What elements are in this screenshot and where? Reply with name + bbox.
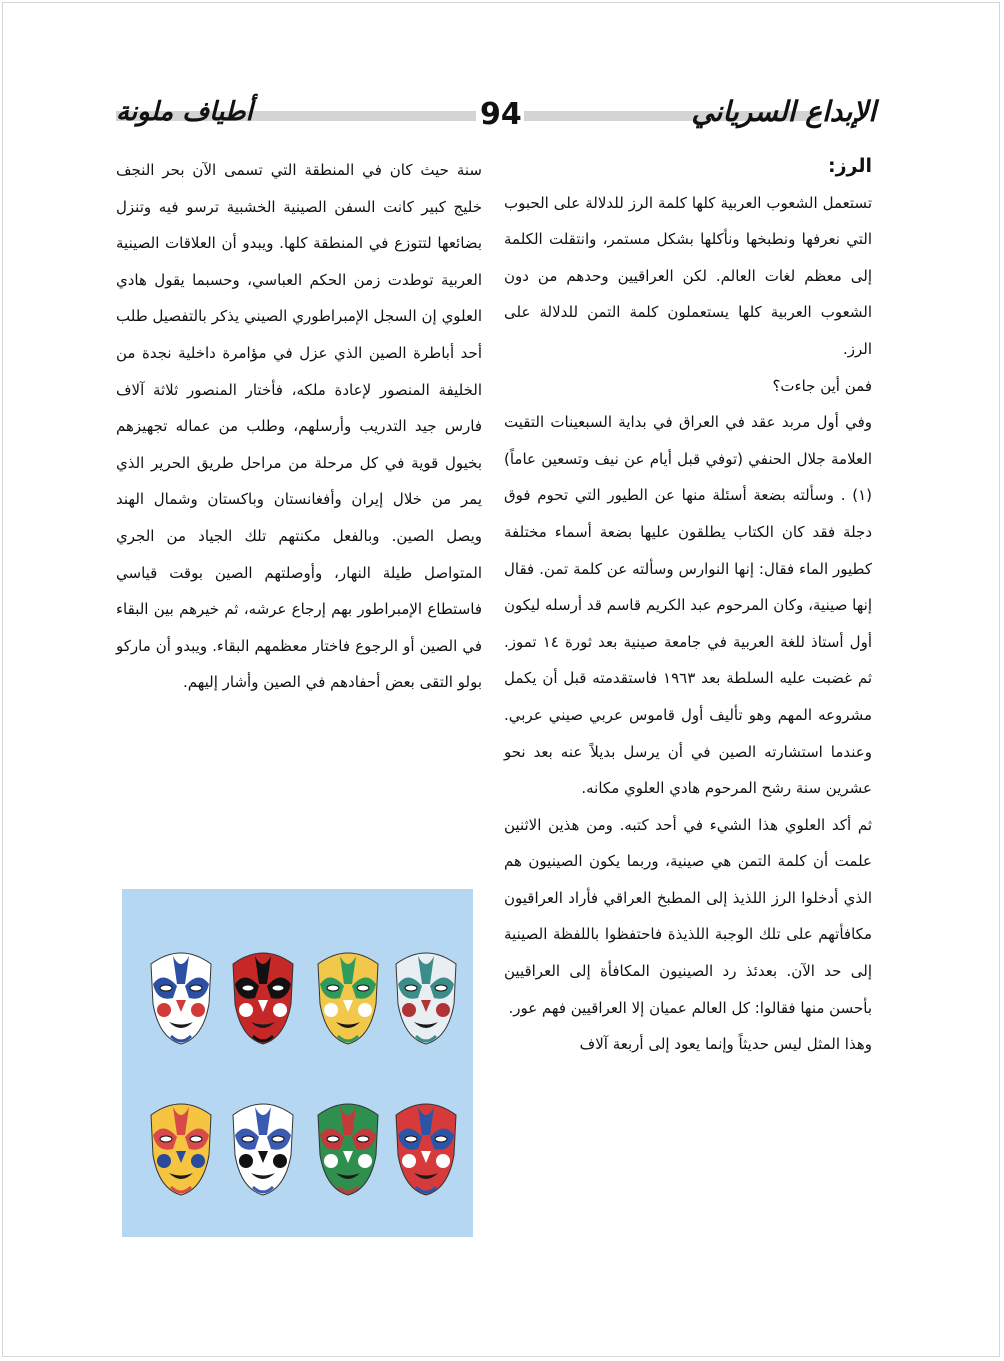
opera-mask-icon <box>233 1104 293 1195</box>
opera-mask-icon <box>318 1104 378 1195</box>
opera-mask-icon <box>151 1104 211 1195</box>
opera-mask-icon <box>396 1104 456 1195</box>
magazine-title: الإبداع السرياني <box>691 95 876 128</box>
paragraph-question: فمن أين جاءت؟ <box>772 376 872 395</box>
article-column-right <box>504 148 872 1063</box>
page-number: 94 <box>480 97 522 132</box>
paragraph-alawi: ثم أكد العلوي هذا الشيء في أحد كتبه. ومن هذين الاثنين علمت أن كلمة التمن هي صينية، وربما يكون الصينيون هم الذي أدخلوا الرز اللذيذ إلى المطبخ العراقي فأراد العراقيون مكافأتهم على تلك الوجبة اللذيذة فاحتفظوا باللفظة الصينية إلى حد الآن. بعدئذ رد الصينيون المكافأة إلى العراقيين بأحسن منها فقالوا: كل العالم عميان إلا العراقيين فهم عور. <box>504 815 872 1017</box>
paragraph-intro: تستعمل الشعوب العربية كلها كلمة الرز للدلالة على الحبوب التي نعرفها ونطبخها ونأكلها بشكل مستمر، وانتقلت الكلمة إلى معظم لغات العالم. لكن العراقيين وحدهم من دون الشعوب العربية كلها يستعملون كلمة التمن للدلالة على الرز. <box>504 193 872 358</box>
page-header <box>0 95 1004 143</box>
opera-masks-image <box>122 889 473 1237</box>
opera-mask-icon <box>318 953 378 1044</box>
opera-masks-illustration <box>122 889 473 1237</box>
paragraph-proverb: وهذا المثل ليس حديثاً وإنما يعود إلى أربعة آلاف <box>579 1035 872 1054</box>
article-heading: الرز: <box>827 155 872 177</box>
article-column-left <box>116 152 482 701</box>
opera-mask-icon <box>151 953 211 1044</box>
opera-mask-icon <box>396 953 456 1044</box>
section-title: أطياف ملونة <box>116 97 253 127</box>
opera-mask-icon <box>233 953 293 1044</box>
paragraph-history: سنة حيث كان في المنطقة التي تسمى الآن بحر النجف خليج كبير كانت السفن الصينية الخشبية ترسو فيه وتنزل بضائعها لتتوزع في المنطقة كلها. ويبدو أن العلاقات الصينية العربية توطدت زمن الحكم العباسي، وحسبما يقول هادي العلوي إن السجل الإمبراطوري الصيني يذكر بالتفصيل طلب أحد أباطرة الصين الذي عزل في مؤامرة داخلية نجدة من الخليفة المنصور لإعادة ملكه، فأختار المنصور ثلاثة آلاف فارس جيد التدريب وأرسلهم، وطلب من عماله تجهيزهم بخيول قوية في كل مرحلة من مراحل طريق الحرير الذي يمر من خلال إيران وأفغانستان وباكستان وشمال الهند ويصل الصين. وبالفعل مكنتهم تلك الجياد من الجري المتواصل طيلة النهار، وأوصلتهم الصين بوقت قياسي فاستطاع الإمبراطور بهم إرجاع عرشه، ثم خيرهم بين البقاء في الصين أو الرجوع فاختار معظمهم البقاء. ويبدو أن ماركو بولو التقى بعض أحفادهم في الصين وأشار إليهم. <box>116 161 482 692</box>
paragraph-hanafi: وفي أول مربد عقد في العراق في بداية السبعينات التقيت العلامة جلال الحنفي (توفي قبل أيام عن نيف وتسعين عاماً)(١) . وسألته بضعة أسئلة منها عن الطيور التي تحوم فوق دجلة فقد كان الكتاب يطلقون عليها بضعة أسماء مختلفة كطيور الماء فقال: إنها النوارس وسألته عن كلمة تمن. فقال إنها صينية، وكان المرحوم عبد الكريم قاسم قد أرسله ليكون أول أستاذ للغة العربية في جامعة صينية بعد ثورة ١٤ تموز. ثم غضبت عليه السلطة بعد ١٩٦٣ فاستقدمته قبل أن يكمل مشروعه المهم وهو تأليف أول قاموس عربي صيني عربي. وعندما استشارته الصين في أن يرسل بديلاً عنه بعد نحو عشرين سنة رشح المرحوم هادي العلوي مكانه. <box>504 413 873 798</box>
